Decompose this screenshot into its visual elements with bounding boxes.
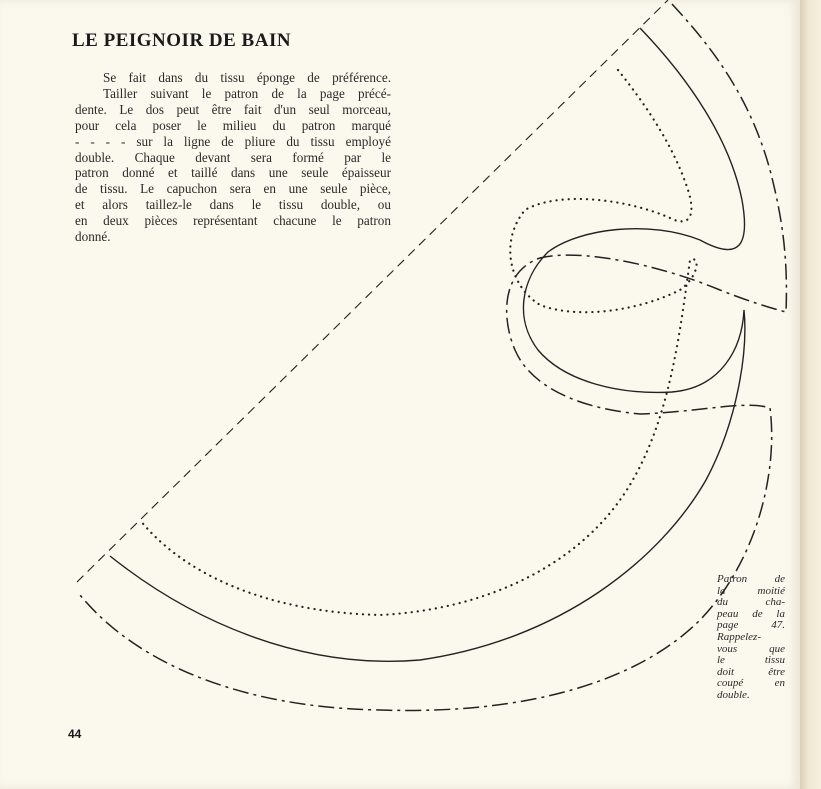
caption-line: page 47. — [717, 619, 785, 632]
fold-line — [77, 0, 668, 582]
caption-line: vous que — [717, 642, 785, 655]
caption-line: la moitié — [717, 584, 785, 597]
paragraph-line: de tissu. Le capuchon sera en une seule pièce, — [75, 181, 391, 197]
page-number: 44 — [68, 727, 82, 741]
paragraph-line: en deux pièces représentant chacune le patron — [75, 213, 391, 229]
paragraph-line: double. Chaque devant sera formé par le — [75, 149, 391, 165]
dotted-guide-line — [140, 70, 697, 615]
paragraph-line: Se fait dans du tissu éponge de préférence. — [103, 70, 391, 85]
caption-line: Rappelez- — [717, 630, 761, 643]
caption-line: le tissu — [717, 654, 785, 667]
caption-line: double. — [717, 688, 750, 701]
paragraph-line: donné. — [75, 229, 111, 245]
caption-line: du cha- — [717, 596, 785, 609]
paragraph-line: pour cela poser le milieu du patron marqué — [75, 117, 391, 133]
caption-line: doit être — [717, 665, 785, 678]
caption-line: peau de la — [717, 607, 785, 620]
paragraph-line: - - - - sur la ligne de pliure du tissu employé — [75, 133, 391, 149]
paragraph-line: patron donné et taillé dans une seule épaisseur — [75, 165, 391, 181]
book-gutter — [800, 0, 821, 789]
outer-cutting-line — [80, 4, 786, 710]
paragraph-line: et alors taillez-le dans le tissu double, ou — [75, 197, 391, 213]
paragraph-line: dente. Le dos peut être fait d'un seul morceau, — [75, 101, 391, 117]
caption-line: Patron de — [717, 573, 785, 585]
page-title: LE PEIGNOIR DE BAIN — [72, 30, 292, 51]
paragraph-line: Tailler suivant le patron de la page précé- — [103, 85, 391, 101]
pattern-caption — [717, 574, 785, 702]
seam-line — [110, 28, 745, 661]
caption-line: coupé en — [717, 677, 785, 690]
